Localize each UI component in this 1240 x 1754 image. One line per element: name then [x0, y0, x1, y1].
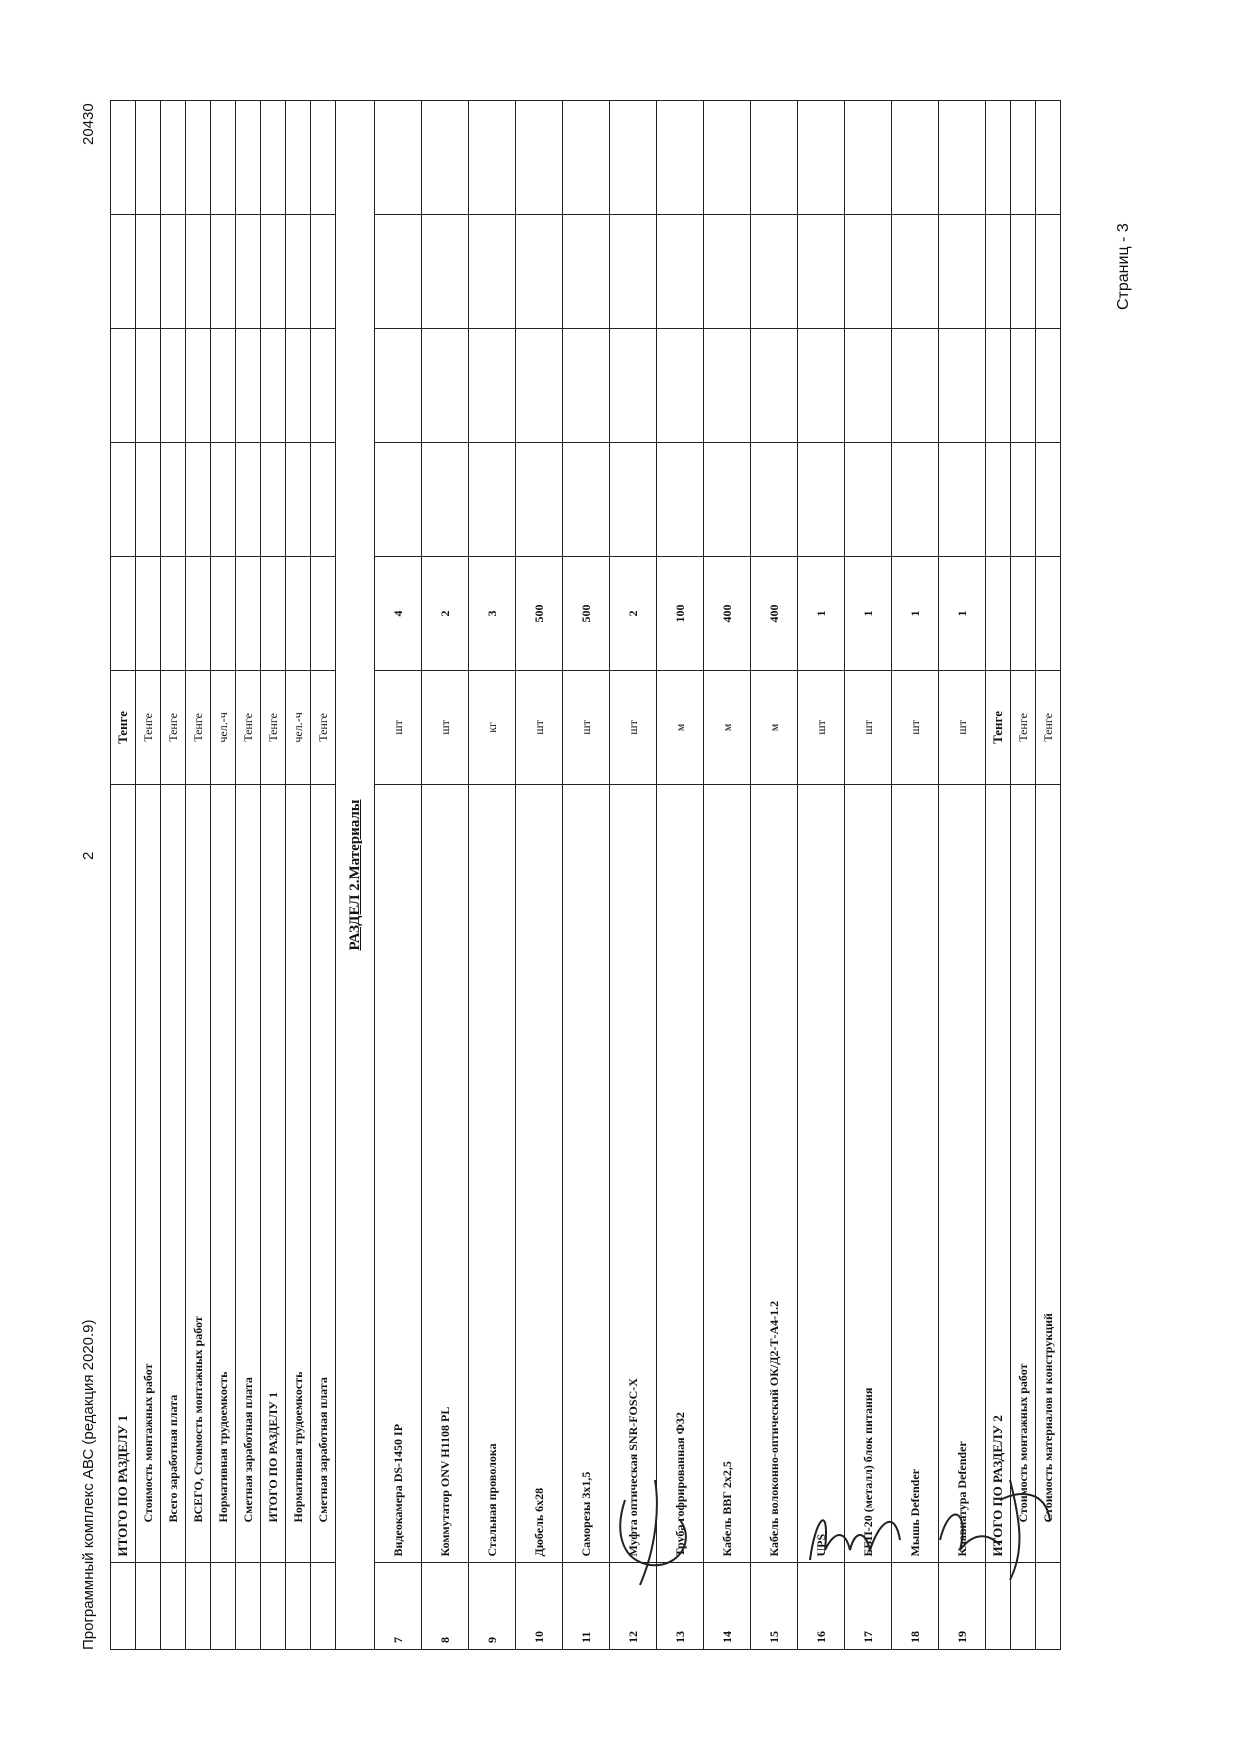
item-number: 10 [516, 1563, 563, 1650]
empty-cell [563, 442, 610, 556]
summary-label: Нормативная трудоемкость [286, 784, 311, 1563]
empty-cell [311, 329, 336, 443]
page-count: Страниц - 3 [1115, 223, 1132, 310]
empty-cell [892, 215, 939, 329]
material-row [469, 101, 516, 1650]
empty-cell [516, 442, 563, 556]
empty-cell [704, 442, 751, 556]
empty-cell [161, 442, 186, 556]
empty-cell [286, 442, 311, 556]
empty-cell [186, 215, 211, 329]
item-name: Саморезы 3х1,5 [563, 784, 610, 1563]
empty-cell [845, 442, 892, 556]
empty-cell [186, 329, 211, 443]
empty-cell [311, 442, 336, 556]
item-quantity: 500 [516, 556, 563, 670]
empty-cell [939, 101, 986, 215]
section2-title: РАЗДЕЛ 2.Материалы [346, 799, 363, 951]
empty-cell [469, 442, 516, 556]
empty-cell [286, 329, 311, 443]
qty-cell [236, 556, 261, 670]
empty-cell [186, 101, 211, 215]
qty-cell [211, 556, 236, 670]
material-row [516, 101, 563, 1650]
item-quantity: 4 [375, 556, 422, 670]
empty-cell [136, 215, 161, 329]
empty-cell [657, 215, 704, 329]
program-label: Программный комплекс АВС (редакция 2020.9) [80, 1319, 97, 1650]
item-quantity: 3 [469, 556, 516, 670]
summary-unit: Тенге [261, 670, 286, 784]
empty-cell [422, 329, 469, 443]
material-row [845, 101, 892, 1650]
item-name: Мышь Defender [892, 784, 939, 1563]
empty-cell [311, 215, 336, 329]
qty-cell [261, 556, 286, 670]
empty-cell [136, 329, 161, 443]
material-row [610, 101, 657, 1650]
empty-cell [657, 442, 704, 556]
item-name: Клавиатура Defender [939, 784, 986, 1563]
empty-cell [892, 329, 939, 443]
material-row [422, 101, 469, 1650]
section1-summary-row [236, 101, 261, 1650]
empty-cell [516, 101, 563, 215]
empty-cell [563, 101, 610, 215]
item-number: 18 [892, 1563, 939, 1650]
material-row [563, 101, 610, 1650]
item-unit: шт [563, 670, 610, 784]
empty-cell [563, 329, 610, 443]
empty-cell [286, 101, 311, 215]
item-name: Видеокамера DS-1450 IP [375, 784, 422, 1563]
empty-cell [236, 101, 261, 215]
item-quantity: 2 [610, 556, 657, 670]
empty-cell [986, 215, 1011, 329]
qty-cell [1036, 556, 1061, 670]
row-number-cell [186, 1563, 211, 1650]
empty-cell [1011, 442, 1036, 556]
empty-cell [375, 442, 422, 556]
empty-cell [469, 329, 516, 443]
empty-cell [939, 215, 986, 329]
section2-header-row [336, 101, 375, 1650]
empty-cell [261, 215, 286, 329]
item-name: ББП-20 (металл) блок питания [845, 784, 892, 1563]
row-number-cell [136, 1563, 161, 1650]
empty-cell [161, 215, 186, 329]
summary-label: ИТОГО ПО РАЗДЕЛУ 1 [261, 784, 286, 1563]
item-unit: шт [845, 670, 892, 784]
section1-summary-row [136, 101, 161, 1650]
item-quantity: 400 [704, 556, 751, 670]
item-name: Дюбель 6х28 [516, 784, 563, 1563]
empty-cell [751, 101, 798, 215]
qty-cell [311, 556, 336, 670]
empty-cell [892, 101, 939, 215]
row-number-cell [311, 1563, 336, 1650]
empty-cell [610, 442, 657, 556]
empty-cell [986, 329, 1011, 443]
row-number-cell [286, 1563, 311, 1650]
empty-cell [261, 329, 286, 443]
item-name: Коммутатор ONV H1108 PL [422, 784, 469, 1563]
qty-cell [986, 556, 1011, 670]
item-unit: шт [939, 670, 986, 784]
item-quantity: 2 [422, 556, 469, 670]
empty-cell [236, 329, 261, 443]
empty-cell [422, 101, 469, 215]
row-number-cell [236, 1563, 261, 1650]
empty-cell [704, 101, 751, 215]
item-number: 17 [845, 1563, 892, 1650]
item-number: 7 [375, 1563, 422, 1650]
summary-unit: Тенге [1011, 670, 1036, 784]
summary-label: Стоимость материалов и конструкций [1036, 784, 1061, 1563]
summary-label: Стоимость монтажных работ [1011, 784, 1036, 1563]
qty-cell [1011, 556, 1036, 670]
empty-cell [211, 442, 236, 556]
qty-cell [286, 556, 311, 670]
section1-summary-row [286, 101, 311, 1650]
empty-cell [1036, 329, 1061, 443]
empty-cell [751, 442, 798, 556]
item-unit: шт [422, 670, 469, 784]
empty-cell [375, 329, 422, 443]
empty-cell [704, 215, 751, 329]
item-name: Муфта оптическая SNR-FOSC-X [610, 784, 657, 1563]
section1-total-unit: Тенге [111, 670, 136, 784]
summary-label: Стоимость монтажных работ [136, 784, 161, 1563]
empty-cell [422, 442, 469, 556]
item-name: Труба гофрированная Ф32 [657, 784, 704, 1563]
section1-summary-row [161, 101, 186, 1650]
material-row [375, 101, 422, 1650]
empty-cell [261, 101, 286, 215]
section2-total-row [986, 101, 1011, 1650]
item-number: 19 [939, 1563, 986, 1650]
summary-unit: чел.-ч [211, 670, 236, 784]
summary-label: Нормативная трудоемкость [211, 784, 236, 1563]
item-unit: шт [798, 670, 845, 784]
empty-cell [939, 442, 986, 556]
item-unit: м [657, 670, 704, 784]
empty-cell [704, 329, 751, 443]
empty-cell [657, 329, 704, 443]
empty-cell [798, 101, 845, 215]
empty-cell [939, 329, 986, 443]
item-unit: шт [892, 670, 939, 784]
item-unit: шт [375, 670, 422, 784]
summary-unit: Тенге [186, 670, 211, 784]
empty-cell [136, 101, 161, 215]
empty-cell [610, 101, 657, 215]
empty-cell [610, 329, 657, 443]
empty-cell [986, 101, 1011, 215]
row-number-cell [211, 1563, 236, 1650]
empty-cell [469, 101, 516, 215]
signature-1 [610, 1470, 720, 1590]
empty-cell [211, 329, 236, 443]
signature-2 [800, 1490, 910, 1580]
empty-cell [563, 215, 610, 329]
item-quantity: 500 [563, 556, 610, 670]
empty-cell [211, 215, 236, 329]
empty-cell [422, 215, 469, 329]
section2-total-unit: Тенге [986, 670, 1011, 784]
item-name: Кабель волоконно-оптический ОК/Д2-Т-А4-1.2 [751, 784, 798, 1563]
empty-cell [136, 442, 161, 556]
empty-cell [892, 442, 939, 556]
material-row [798, 101, 845, 1650]
summary-label: Всего заработная плата [161, 784, 186, 1563]
empty-cell [1036, 101, 1061, 215]
rotated-estimate-sheet [80, 70, 1140, 1650]
section1-summary-row [261, 101, 286, 1650]
section1-total-title: ИТОГО ПО РАЗДЕЛУ 1 [111, 784, 136, 1563]
item-number: 9 [469, 1563, 516, 1650]
summary-unit: Тенге [161, 670, 186, 784]
page-number: 2 [80, 851, 97, 860]
summary-label: Сметная заработная плата [236, 784, 261, 1563]
empty-cell [1011, 329, 1036, 443]
empty-cell [845, 329, 892, 443]
item-unit: м [751, 670, 798, 784]
empty-cell [610, 215, 657, 329]
signature-3 [930, 1460, 1060, 1590]
section1-summary-row [186, 101, 211, 1650]
empty-cell [798, 442, 845, 556]
empty-cell [261, 442, 286, 556]
summary-unit: Тенге [311, 670, 336, 784]
section1-summary-row [211, 101, 236, 1650]
item-unit: м [704, 670, 751, 784]
empty-cell [161, 329, 186, 443]
empty-cell [1011, 101, 1036, 215]
item-quantity: 400 [751, 556, 798, 670]
empty-cell [798, 215, 845, 329]
empty-cell [845, 215, 892, 329]
item-name: UPS [798, 784, 845, 1563]
row-number-cell [161, 1563, 186, 1650]
section1-summary-row [311, 101, 336, 1650]
item-number: 15 [751, 1563, 798, 1650]
item-unit: кг [469, 670, 516, 784]
empty-cell [375, 215, 422, 329]
item-number: 16 [798, 1563, 845, 1650]
empty-cell [751, 215, 798, 329]
material-row [704, 101, 751, 1650]
empty-cell [161, 101, 186, 215]
empty-cell [1011, 215, 1036, 329]
empty-cell [311, 101, 336, 215]
item-quantity: 1 [892, 556, 939, 670]
item-quantity: 1 [798, 556, 845, 670]
material-row [657, 101, 704, 1650]
empty-cell [798, 329, 845, 443]
empty-cell [1036, 442, 1061, 556]
section1-total-row [111, 101, 136, 1650]
row-number-cell [261, 1563, 286, 1650]
empty-cell [1036, 215, 1061, 329]
qty-cell [161, 556, 186, 670]
empty-cell [657, 101, 704, 215]
estimate-table [110, 100, 1061, 1650]
section2-total-title: ИТОГО ПО РАЗДЕЛУ 2 [986, 784, 1011, 1563]
item-quantity: 1 [845, 556, 892, 670]
qty-cell [186, 556, 211, 670]
empty-cell [516, 215, 563, 329]
material-row [892, 101, 939, 1650]
empty-cell [845, 101, 892, 215]
summary-unit: Тенге [1036, 670, 1061, 784]
qty-cell [136, 556, 161, 670]
empty-cell [751, 329, 798, 443]
empty-cell [375, 101, 422, 215]
empty-cell [986, 442, 1011, 556]
item-number: 11 [563, 1563, 610, 1650]
item-number: 8 [422, 1563, 469, 1650]
item-unit: шт [610, 670, 657, 784]
summary-label: ВСЕГО, Стоимость монтажных работ [186, 784, 211, 1563]
section2-summary-row [1011, 101, 1036, 1650]
item-quantity: 1 [939, 556, 986, 670]
item-number: 14 [704, 1563, 751, 1650]
section2-summary-row [1036, 101, 1061, 1650]
material-row [751, 101, 798, 1650]
empty-cell [236, 442, 261, 556]
item-name: Стальная проволока [469, 784, 516, 1563]
material-row [939, 101, 986, 1650]
empty-cell [516, 329, 563, 443]
summary-unit: Тенге [236, 670, 261, 784]
document-code: 20430 [80, 103, 97, 145]
item-quantity: 100 [657, 556, 704, 670]
empty-cell [469, 215, 516, 329]
summary-unit: чел.-ч [286, 670, 311, 784]
item-unit: шт [516, 670, 563, 784]
item-name: Кабель ВВГ 2х2,5 [704, 784, 751, 1563]
item-number: 13 [657, 1563, 704, 1650]
summary-label: Сметная заработная плата [311, 784, 336, 1563]
item-number: 12 [610, 1563, 657, 1650]
summary-unit: Тенге [136, 670, 161, 784]
empty-cell [186, 442, 211, 556]
empty-cell [211, 101, 236, 215]
empty-cell [286, 215, 311, 329]
empty-cell [236, 215, 261, 329]
